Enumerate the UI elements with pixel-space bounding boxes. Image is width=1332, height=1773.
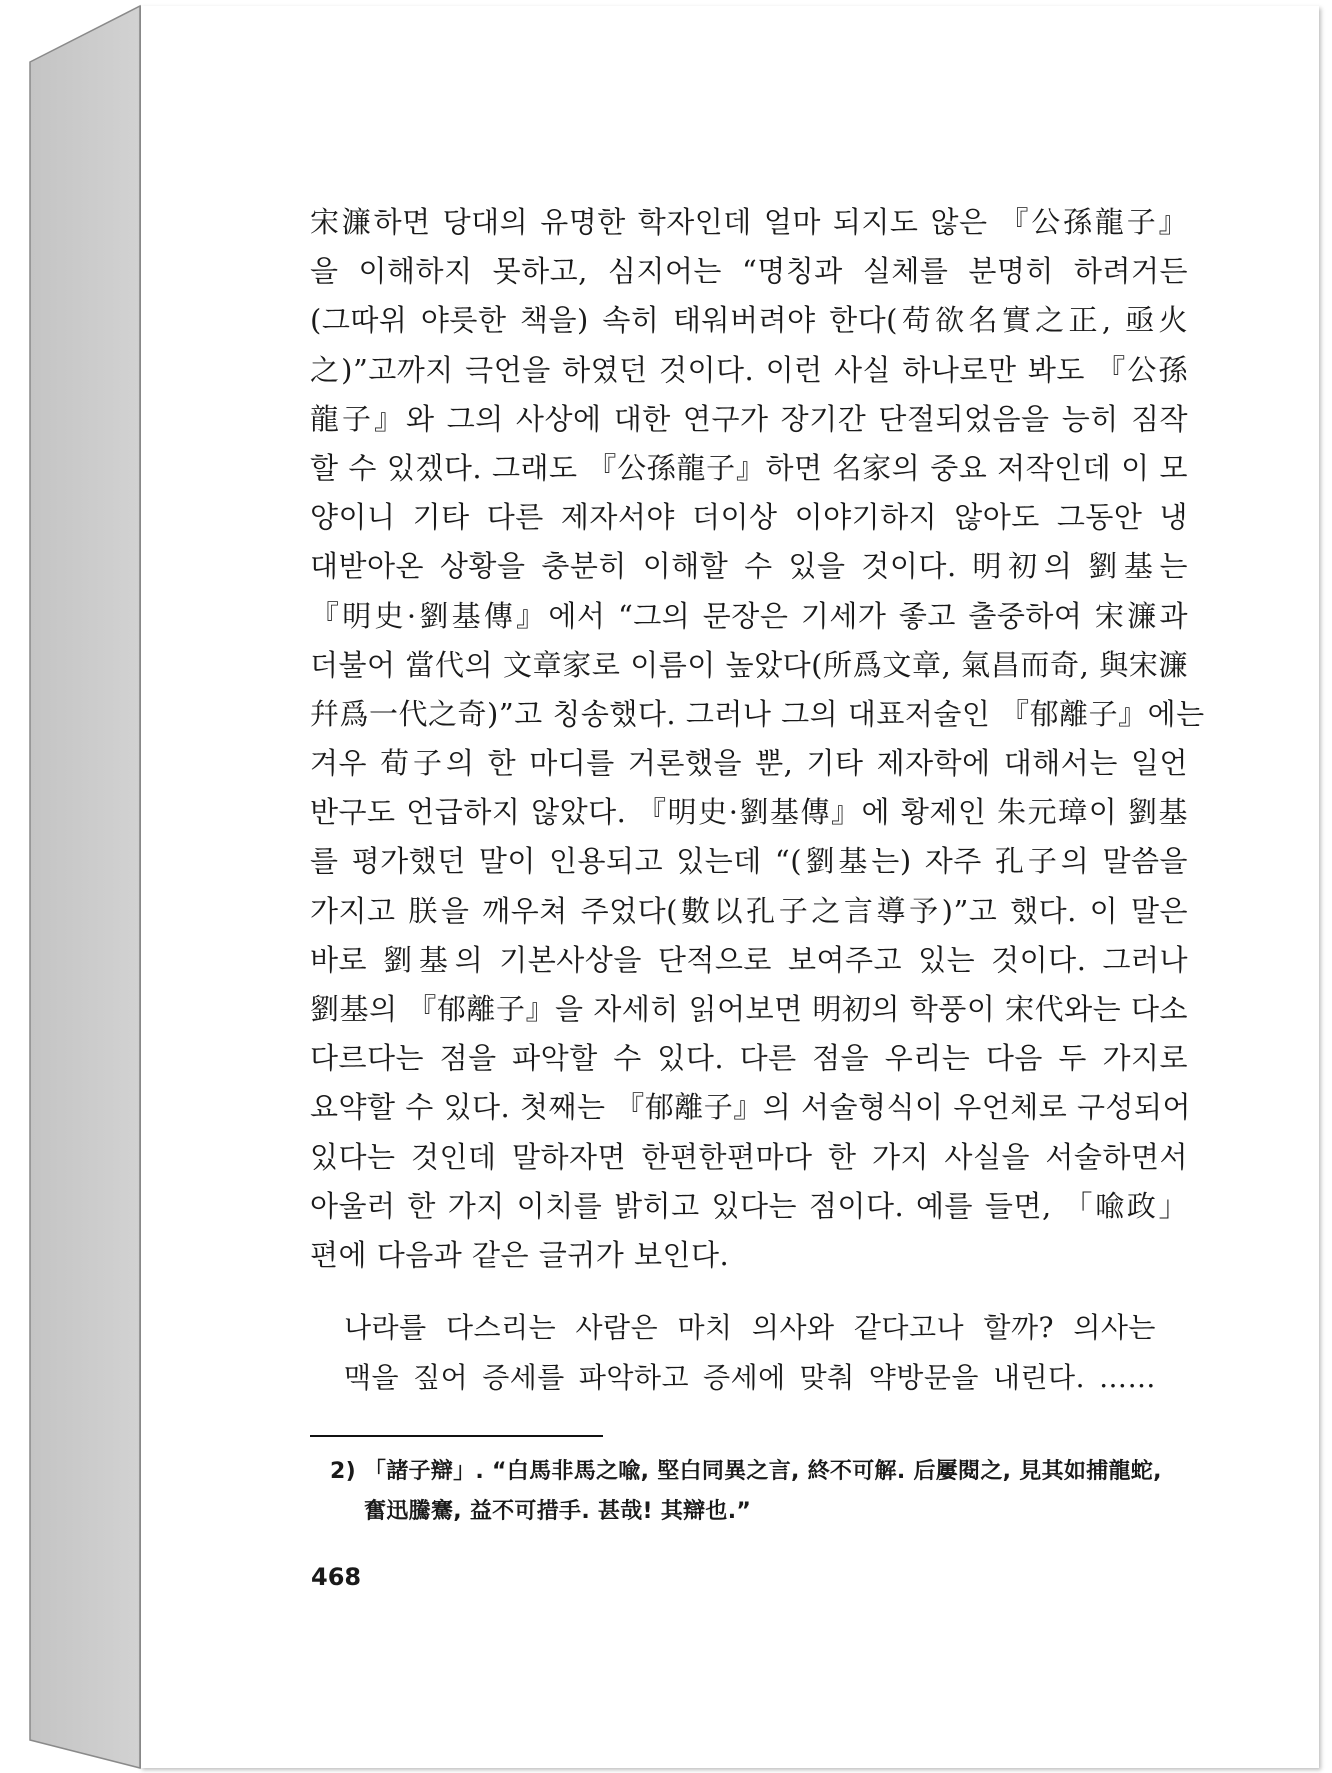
text-line: 龍子』와 그의 사상에 대한 연구가 장기간 단절되었음을 능히 짐작 [310,401,1188,436]
text-line: 대받아온 상황을 충분히 이해할 수 있을 것이다. 明初의 劉基는 [310,549,1188,584]
text-line: 바로 劉基의 기본사상을 단적으로 보여주고 있는 것이다. 그러나 [310,942,1188,977]
text-line: 宋濂하면 당대의 유명한 학자인데 얼마 되지도 않은 『公孫龍子』 [310,205,1188,239]
text-line: 양이니 기타 다른 제자서야 더이상 이야기하지 않아도 그동안 냉 [310,500,1188,535]
text-line: (그따위 야릇한 책을) 속히 태워버려야 한다(苟欲名實之正, 亟火 [310,303,1188,338]
block-quote [344,1303,1156,1403]
body-text [310,198,1205,1280]
footnote-divider [310,1435,603,1437]
text-line: 요약할 수 있다. 첫째는 『郁離子』의 서술형식이 우언체로 구성되어 [310,1090,1192,1125]
text-line: 之)”고까지 극언을 하였던 것이다. 이런 사실 하나로만 봐도 『公孫 [310,352,1188,387]
text-line: 겨우 荀子의 한 마디를 거론했을 뿐, 기타 제자학에 대해서는 일언 [310,746,1188,781]
text-line: 를 평가했던 말이 인용되고 있는데 “(劉基는) 자주 孔子의 말씀을 [310,844,1188,879]
text-line: 할 수 있겠다. 그래도 『公孫龍子』하면 名家의 중요 저작인데 이 모 [310,450,1188,485]
text-line: 더불어 當代의 文章家로 이름이 높았다(所爲文章, 氣昌而奇, 與宋濂 [310,647,1188,682]
text-line: 劉基의 『郁離子』을 자세히 읽어보면 明初의 학풍이 宋代와는 다소 [310,992,1188,1026]
quote-line: 맥을 짚어 증세를 파악하고 증세에 맞춰 약방문을 내린다. …… [344,1361,1156,1394]
text-line: 다르다는 점을 파악할 수 있다. 다른 점을 우리는 다음 두 가지로 [310,1041,1188,1076]
quote-line: 나라를 다스리는 사람은 마치 의사와 같다고나 할까? 의사는 [344,1311,1156,1344]
text-line: 아울러 한 가지 이치를 밝히고 있다는 점이다. 예를 들면, 「喩政」 [310,1188,1188,1223]
text-line: 을 이해하지 못하고, 심지어는 “명칭과 실체를 분명히 하려거든 [310,254,1188,289]
footnote-line: 奮迅騰騫, 益不可措手. 甚哉! 其辯也.” [364,1499,752,1524]
text-line: 가지고 朕을 깨우쳐 주었다(數以孔子之言導予)”고 했다. 이 말은 [310,893,1188,928]
footnote [330,1452,1190,1532]
page-number: 468 [311,1563,362,1591]
text-line: 반구도 언급하지 않았다. 『明史·劉基傳』에 황제인 朱元璋이 劉基 [310,795,1188,830]
text-line: 있다는 것인데 말하자면 한편한편마다 한 가지 사실을 서술하면서 [310,1139,1188,1174]
footnote-line: 2) 「諸子辯」. “白馬非馬之喩, 堅白同異之言, 終不可解. 后屢閱之, 見其如捕龍蛇, [330,1459,1162,1484]
text-line: 幷爲一代之奇)”고 칭송했다. 그러나 그의 대표저술인 『郁離子』에는 [310,696,1205,731]
text-line: 편에 다음과 같은 글귀가 보인다. [310,1237,730,1272]
text-line: 『明史·劉基傳』에서 “그의 문장은 기세가 좋고 출중하여 宋濂과 [310,598,1188,633]
